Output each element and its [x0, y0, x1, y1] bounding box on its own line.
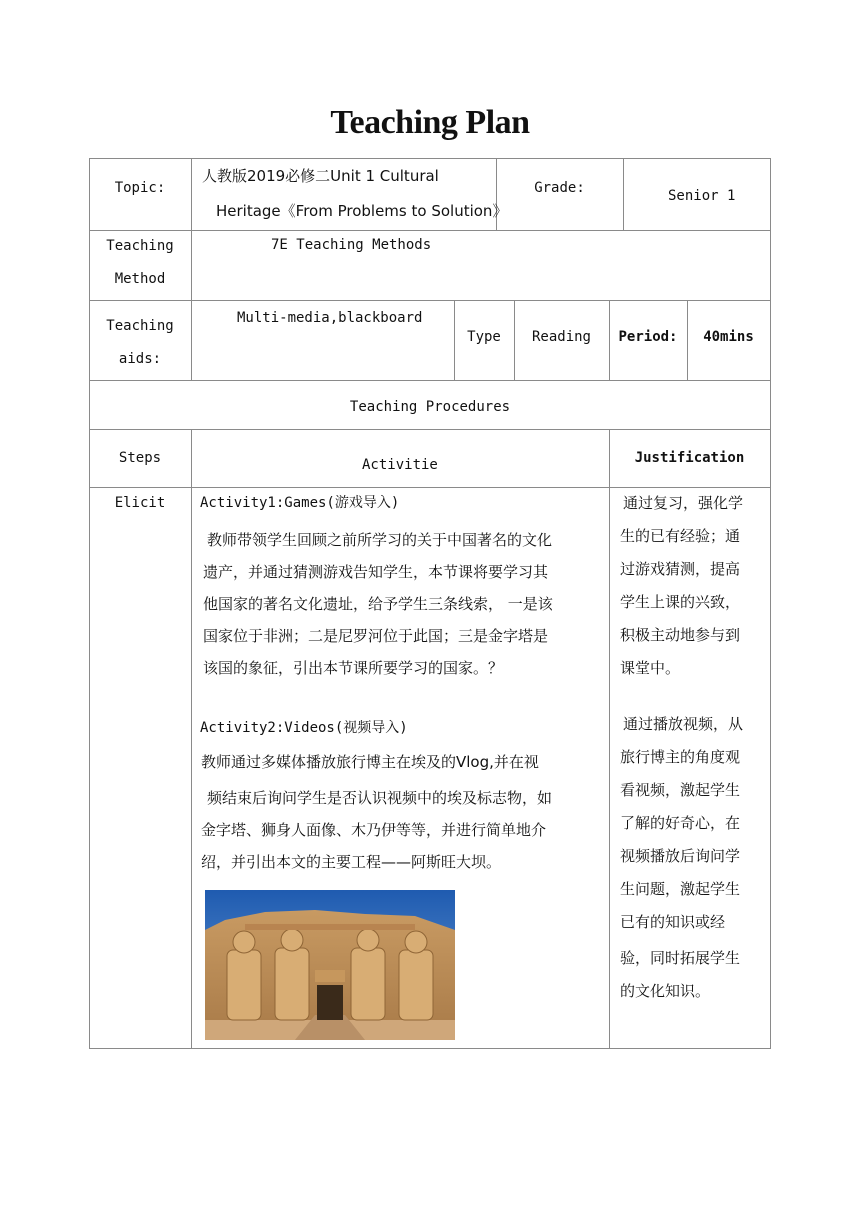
justification1-line: 积极主动地参与到: [620, 626, 741, 644]
justification2-line: 了解的好奇心，在: [620, 814, 741, 832]
justification1-line: 课堂中。: [620, 659, 681, 677]
grade-value: Senior 1: [668, 188, 736, 204]
type-value: Reading: [531, 329, 591, 345]
justification2-line: 通过播放视频，从: [623, 715, 744, 733]
topic-value-line1: 人教版2019必修二Unit 1 Cultural: [202, 167, 439, 185]
teaching-aids-label-line1: Teaching: [106, 318, 174, 334]
activity1-line: 他国家的著名文化遗址，给予学生三条线索， 一是该: [203, 595, 553, 613]
activities-header: Activitie: [362, 457, 438, 473]
page-title: Teaching Plan: [330, 104, 530, 141]
activity2-line: 频结束后询问学生是否认识视频中的埃及标志物，如: [207, 789, 553, 807]
step-elicit: Elicit: [114, 495, 166, 511]
teaching-procedures-header: Teaching Procedures: [349, 399, 511, 415]
justification2-line: 生问题，激起学生: [620, 880, 741, 898]
activity2-line: 绍，并引出本文的主要工程——阿斯旺大坝。: [201, 853, 502, 871]
justification1-line: 通过复习，强化学: [623, 494, 744, 512]
period-label: Period:: [618, 329, 678, 345]
topic-label: Topic:: [114, 180, 166, 196]
topic-value-line2: Heritage《From Problems to Solution》: [216, 202, 508, 220]
activity1-title: Activity1:Games(游戏导入): [200, 495, 400, 511]
steps-header: Steps: [118, 450, 162, 466]
justification1-line: 生的已有经验；通: [620, 527, 741, 545]
activity2-line: 金字塔、狮身人面像、木乃伊等等，并进行简单地介: [201, 821, 547, 839]
justification2-line: 验，同时拓展学生: [620, 949, 741, 967]
justification1-line: 过游戏猜测，提高: [620, 560, 741, 578]
justification-header: Justification: [634, 450, 745, 466]
justification1-line: 学生上课的兴致，: [620, 593, 741, 611]
period-value: 40mins: [703, 329, 754, 345]
teaching-method-label-line2: Method: [114, 271, 166, 287]
justification2-line: 旅行博主的角度观: [620, 748, 741, 766]
justification2-line: 看视频，激起学生: [620, 781, 741, 799]
activity1-line: 教师带领学生回顾之前所学习的关于中国著名的文化: [207, 531, 553, 549]
activity1-line: 国家位于非洲；二是尼罗河位于此国；三是金字塔是: [203, 627, 549, 645]
teaching-aids-label-line2: aids:: [118, 351, 162, 367]
teaching-aids-value: Multi-media,blackboard: [237, 310, 423, 326]
activity1-line: 遗产，并通过猜测游戏告知学生，本节课将要学习其: [203, 563, 549, 581]
justification2-line: 的文化知识。: [620, 982, 711, 1000]
abu-simbel-temple-photo: [205, 890, 455, 1040]
activity2-line: 教师通过多媒体播放旅行博主在埃及的Vlog,并在视: [201, 753, 539, 771]
justification2-line: 已有的知识或经: [620, 913, 726, 931]
activity1-line: 该国的象征，引出本节课所要学习的国家。？: [203, 659, 504, 677]
activity2-title: Activity2:Videos(视频导入): [200, 720, 408, 736]
teaching-method-label-line1: Teaching: [106, 238, 174, 254]
justification2-line: 视频播放后询问学: [620, 847, 741, 865]
type-label: Type: [467, 329, 501, 345]
teaching-method-value: 7E Teaching Methods: [271, 237, 432, 253]
grade-label: Grade:: [534, 180, 585, 196]
